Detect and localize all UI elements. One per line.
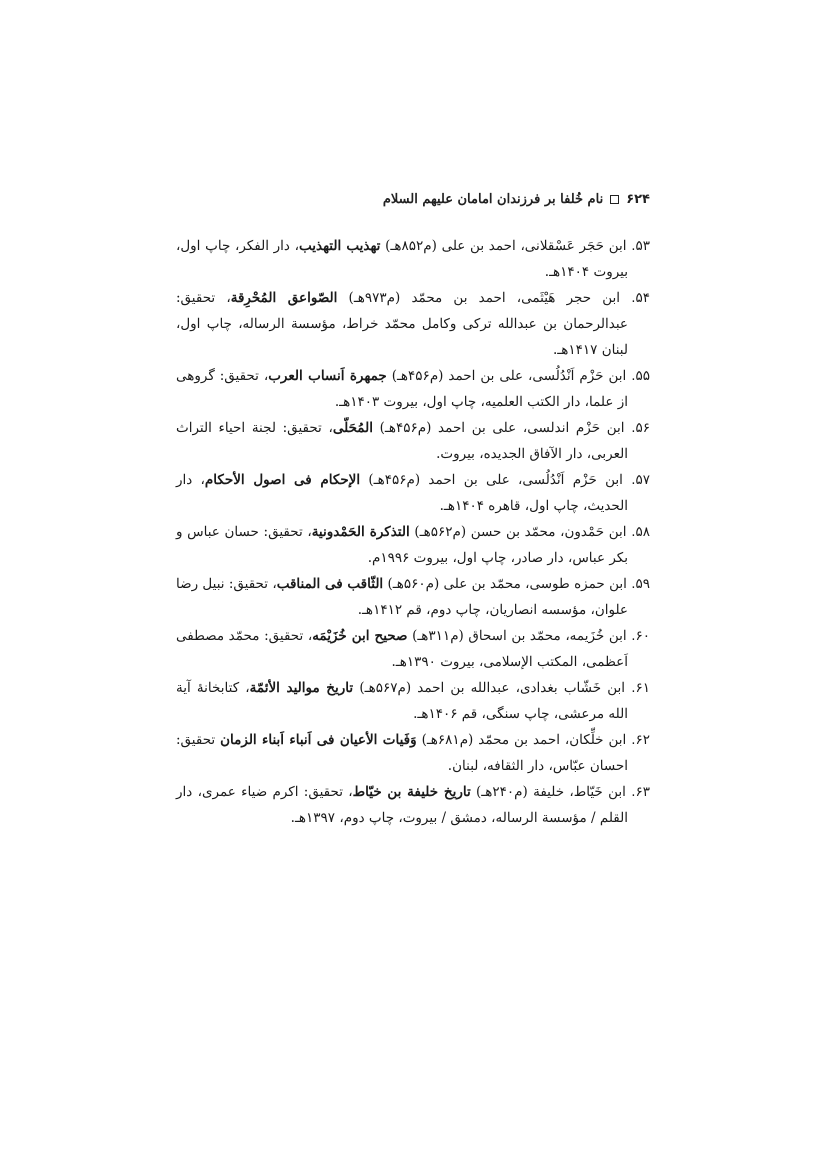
entry-publication: ، دار الفکر، چاپ اول، بیروت ۱۴۰۴هـ. (176, 238, 628, 280)
entry-publication: ، تحقیق: محمّد مصطفی اَعظمی، المکتب الإسلامی، بیروت ۱۳۹۰هـ. (176, 628, 628, 670)
entry-publication: ، تحقیق: اکرم ضیاء عمری، دار القلم / مؤسسة الرساله، دمشق / بیروت، چاپ دوم، ۱۳۹۷هـ. (176, 784, 628, 826)
entry-number: ۵۵. (631, 368, 651, 384)
bibliography-entry (176, 779, 650, 831)
entry-author: ابن حجر هَیْثَمی، احمد بن محمّد (م۹۷۳هـ) (337, 290, 621, 306)
entry-title: جمهرة اَنساب العرب (268, 368, 387, 384)
entry-publication: ، تحقیق: حسان عباس و بکر عباس، دار صادر، چاپ اول، بیروت ۱۹۹۶م. (176, 524, 628, 566)
entry-author: ابن حَزْم اَنْدُلُسی، علی بن احمد (م۴۵۶هـ) (360, 472, 623, 488)
entry-title: صحیح ابن خُزَیْمَه (312, 628, 408, 644)
entry-number: ۶۲. (631, 732, 650, 748)
entry-author: ابن حَزْم اندلسی، علی بن احمد (م۴۵۶هـ) (372, 420, 625, 436)
bibliography-list (176, 233, 650, 831)
running-title: نام خُلفا بر فرزندان امامان علیهم السلام (382, 191, 604, 207)
entry-publication: ، تحقیق: گروهی از علما، دار الکتب العلمیه، چاپ اول، بیروت ۱۴۰۳هـ. (176, 368, 628, 410)
entry-title: المُحَلّی (332, 420, 373, 436)
bibliography-entry (176, 675, 650, 727)
page-number: ۶۲۴ (626, 191, 650, 207)
entry-author: ابن خَیّاط، خلیفة (م۲۴۰هـ) (470, 784, 626, 800)
entry-publication: تحقیق: احسان عبّاس، دار الثقافه، لبنان. (176, 732, 628, 774)
entry-publication: ، تحقیق: لجنة احیاء التراث العربی، دار الآفاق الجدیده، بیروت. (176, 420, 628, 462)
entry-number: ۵۴. (631, 290, 650, 306)
running-header (176, 186, 650, 212)
entry-author: ابن حَجَر عَسْقلانی، احمد بن علی (م۸۵۲هـ) (380, 238, 627, 254)
entry-title: تاریخ موالید الأئمّة (249, 680, 354, 696)
entry-title: وَفَیات الأعیان فی اَنباء اَبناء الزمان (220, 732, 417, 748)
entry-title: الثّاقب فی المناقب (276, 576, 384, 592)
entry-author: ابن خَشّاب بغدادی، عبدالله بن احمد (م۵۶۷هـ) (353, 680, 625, 696)
entry-number: ۶۱. (631, 680, 650, 696)
bibliography-entry (176, 415, 650, 467)
entry-author: ابن حمزه طوسی، محمّد بن علی (م۵۶۰هـ) (383, 576, 627, 592)
bibliography-entry (176, 285, 650, 363)
entry-number: ۵۳. (631, 238, 651, 254)
entry-publication: ، تحقیق: نبیل رضا علوان، مؤسسه انصاریان، چاپ دوم، قم ۱۴۱۲هـ. (176, 576, 628, 618)
entry-title: تهذیب التهذیب (298, 238, 381, 254)
entry-publication: ، کتابخانهٔ آیة الله مرعشی، چاپ سنگی، قم ۱۴۰۶هـ. (176, 680, 628, 722)
bibliography-entry (176, 363, 650, 415)
entry-number: ۵۸. (631, 524, 650, 540)
entry-number: ۵۹. (631, 576, 650, 592)
entry-author: ابن خُزَیمه، محمّد بن اسحاق (م۳۱۱هـ) (407, 628, 627, 644)
square-icon (610, 195, 619, 204)
entry-title: تاریخ خلیفة بن خیّاط (352, 784, 471, 800)
bibliography-entry (176, 727, 650, 779)
entry-publication: ، تحقیق: عبدالرحمان بن عبدالله ترکی وکامل محمّد خراط، مؤسسة الرساله، چاپ اول، لبنان ۱۴۱۷هـ. (176, 290, 628, 358)
entry-title: التذکرة الحَمْدونیة (311, 524, 410, 540)
entry-author: ابن حَمْدون، محمّد بن حسن (م۵۶۲هـ) (409, 524, 627, 540)
entry-title: الصّواعق المُحْرِقة (230, 290, 338, 306)
bibliography-entry (176, 467, 650, 519)
bibliography-entry (176, 519, 650, 571)
entry-number: ۶۳. (631, 784, 651, 800)
entry-number: ۵۷. (631, 472, 651, 488)
entry-number: ۵۶. (631, 420, 651, 436)
entry-author: ابن خلِّکان، احمد بن محمّد (م۶۸۱هـ) (416, 732, 627, 748)
entry-publication: ، دار الحدیث، چاپ اول، قاهره ۱۴۰۴هـ. (176, 472, 628, 514)
entry-title: الإحکام فی اصول الأحکام (204, 472, 361, 488)
entry-number: ۶۰. (631, 628, 651, 644)
bibliography-entry (176, 233, 650, 285)
bibliography-entry (176, 623, 650, 675)
entry-author: ابن حَزْم اَنْدُلُسی، علی بن احمد (م۴۵۶هـ) (386, 368, 627, 384)
bibliography-entry (176, 571, 650, 623)
